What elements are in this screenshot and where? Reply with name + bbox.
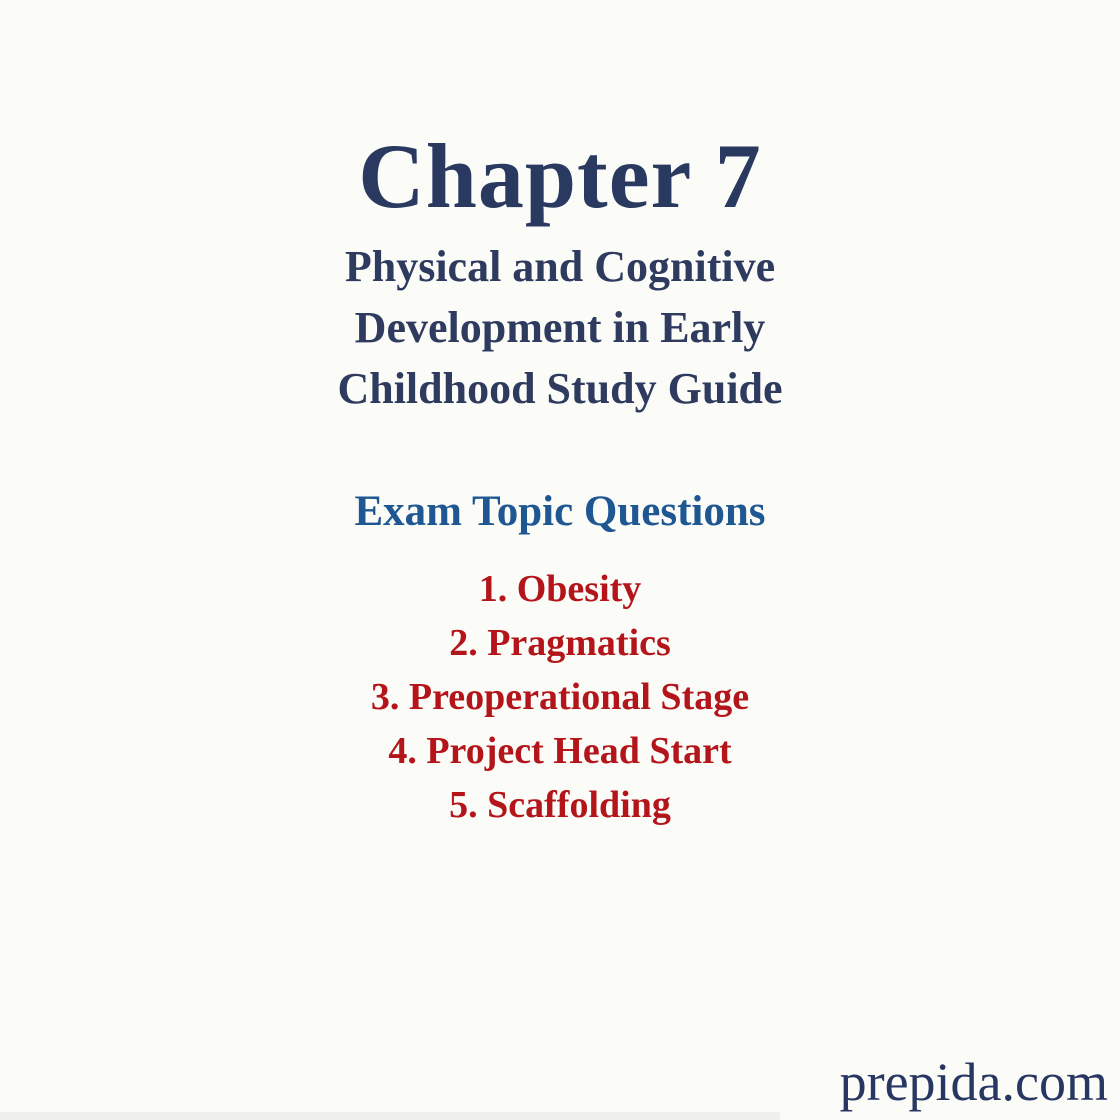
topic-item-project-head-start: 4. Project Head Start xyxy=(388,730,732,772)
subtitle-line-1: Physical and Cognitive xyxy=(344,242,776,291)
topic-list xyxy=(0,562,1120,832)
study-guide-subtitle xyxy=(0,236,1120,419)
subtitle-line-3: Childhood Study Guide xyxy=(337,364,783,413)
subtitle-line-2: Development in Early xyxy=(354,303,766,352)
bottom-divider xyxy=(0,1112,780,1120)
topic-item-pragmatics: 2. Pragmatics xyxy=(449,622,671,664)
exam-topic-heading: Exam Topic Questions xyxy=(354,488,766,535)
chapter-title: Chapter 7 xyxy=(358,125,762,227)
topic-item-obesity: 1. Obesity xyxy=(478,568,642,610)
topic-item-preoperational-stage: 3. Preoperational Stage xyxy=(370,676,750,718)
brand-watermark: prepida.com xyxy=(839,1052,1108,1112)
topic-item-scaffolding: 5. Scaffolding xyxy=(449,784,671,826)
